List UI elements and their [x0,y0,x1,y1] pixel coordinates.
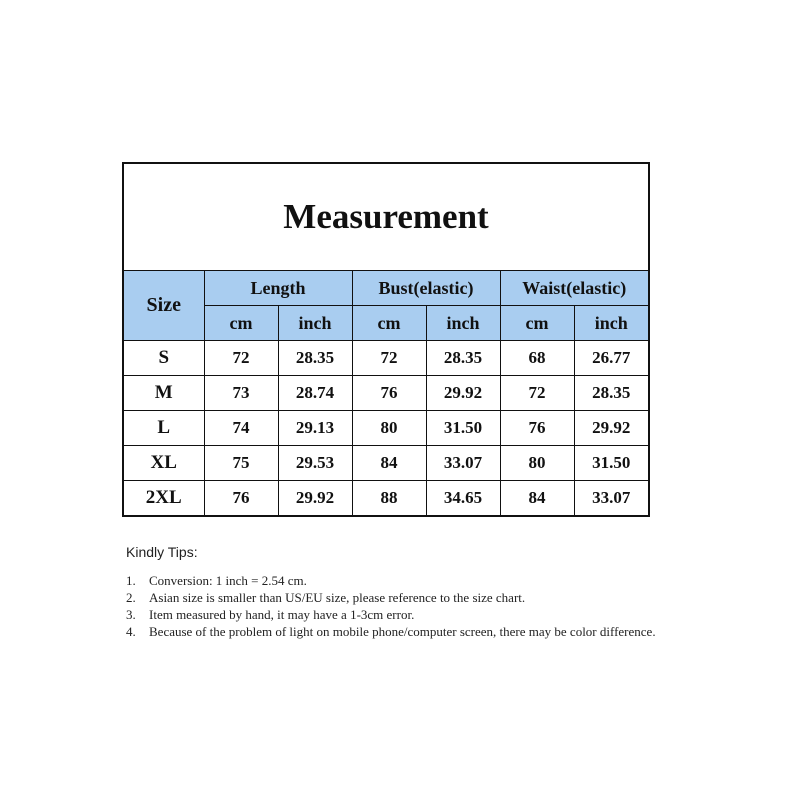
value-cell: 28.35 [574,376,648,411]
size-chart [122,162,650,517]
list-item [126,572,666,589]
table-row [124,481,648,516]
waist-header: Waist(elastic) [500,271,648,306]
value-cell: 75 [204,446,278,481]
value-cell: 80 [500,446,574,481]
size-cell: M [124,376,204,411]
tip-number: 1. [126,573,136,588]
unit-header: cm [500,306,574,341]
value-cell: 29.13 [278,411,352,446]
value-cell: 28.74 [278,376,352,411]
table-row [124,341,648,376]
value-cell: 29.92 [278,481,352,516]
value-cell: 74 [204,411,278,446]
value-cell: 28.35 [426,341,500,376]
value-cell: 26.77 [574,341,648,376]
size-cell: S [124,341,204,376]
value-cell: 84 [352,446,426,481]
tip-text: Conversion: 1 inch = 2.54 cm. [149,573,307,588]
size-header: Size [124,271,204,341]
measurement-table [124,271,648,515]
header-row-groups [124,271,648,306]
table-row [124,411,648,446]
unit-header: cm [352,306,426,341]
tip-number: 4. [126,624,136,639]
value-cell: 72 [500,376,574,411]
kindly-tips [126,544,666,640]
value-cell: 88 [352,481,426,516]
value-cell: 76 [204,481,278,516]
tip-text: Because of the problem of light on mobile phone/computer screen, there may be color difference. [149,624,656,639]
unit-header: inch [278,306,352,341]
tips-list [126,572,666,640]
chart-title: Measurement [124,164,648,271]
value-cell: 72 [352,341,426,376]
value-cell: 72 [204,341,278,376]
value-cell: 73 [204,376,278,411]
length-header: Length [204,271,352,306]
unit-header: cm [204,306,278,341]
table-row [124,446,648,481]
value-cell: 68 [500,341,574,376]
table-row [124,376,648,411]
value-cell: 33.07 [426,446,500,481]
tip-text: Asian size is smaller than US/EU size, please reference to the size chart. [149,590,526,605]
value-cell: 31.50 [426,411,500,446]
value-cell: 76 [352,376,426,411]
unit-header: inch [426,306,500,341]
value-cell: 28.35 [278,341,352,376]
value-cell: 84 [500,481,574,516]
value-cell: 31.50 [574,446,648,481]
value-cell: 34.65 [426,481,500,516]
list-item [126,589,666,606]
size-cell: 2XL [124,481,204,516]
bust-header: Bust(elastic) [352,271,500,306]
tip-number: 3. [126,607,136,622]
value-cell: 76 [500,411,574,446]
value-cell: 29.92 [426,376,500,411]
size-cell: L [124,411,204,446]
tip-text: Item measured by hand, it may have a 1-3cm error. [149,607,415,622]
value-cell: 33.07 [574,481,648,516]
size-cell: XL [124,446,204,481]
value-cell: 80 [352,411,426,446]
tip-number: 2. [126,590,136,605]
value-cell: 29.53 [278,446,352,481]
list-item [126,606,666,623]
unit-header: inch [574,306,648,341]
list-item [126,623,666,640]
tips-heading: Kindly Tips: [126,544,198,560]
value-cell: 29.92 [574,411,648,446]
